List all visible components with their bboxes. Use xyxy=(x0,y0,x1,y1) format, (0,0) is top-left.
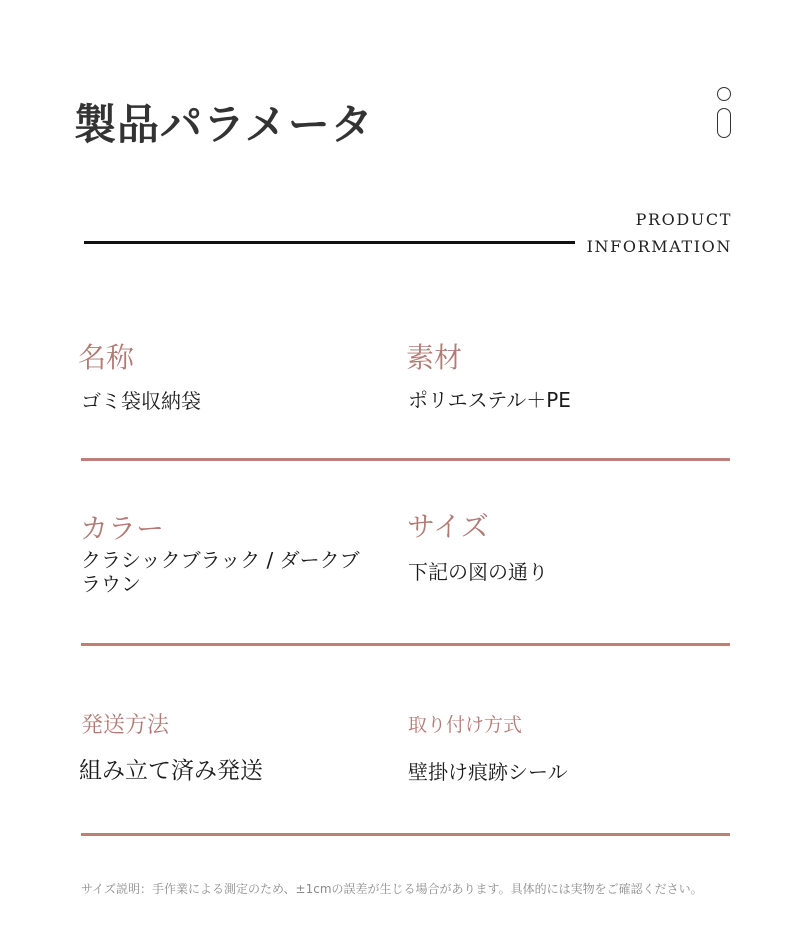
spec-value-material: ポリエステル＋PE xyxy=(408,388,571,412)
spec-value-color-line2: ラウン xyxy=(81,572,141,596)
spec-label-size: サイズ xyxy=(407,510,489,543)
page-title: 製品パラメータ xyxy=(74,100,374,149)
spec-value-color-line1: クラシックブラック / ダークブ xyxy=(81,548,360,572)
info-icon-dot xyxy=(717,87,731,101)
size-footnote: サイズ説明：手作業による測定のため、±1cmの誤差が生じる場合があります。具体的には実物をご確認ください。 xyxy=(81,882,703,896)
spec-label-color: カラー xyxy=(80,512,165,545)
divider xyxy=(81,458,730,461)
spec-label-material: 素材 xyxy=(406,341,463,374)
info-icon-bar xyxy=(717,108,731,138)
english-subtitle xyxy=(587,206,732,260)
divider xyxy=(81,643,730,646)
spec-value-name: ゴミ袋収納袋 xyxy=(81,389,201,413)
divider xyxy=(81,833,730,836)
spec-value-shipping: 組み立て済み発送 xyxy=(79,758,263,784)
spec-label-shipping: 発送方法 xyxy=(81,713,170,738)
english-subtitle-line1: PRODUCT xyxy=(635,210,732,229)
spec-value-mounting: 壁掛け痕跡シール xyxy=(408,760,568,784)
english-subtitle-line2: INFORMATION xyxy=(586,237,732,256)
spec-label-name: 名称 xyxy=(78,341,135,374)
spec-value-size: 下記の図の通り xyxy=(408,560,548,584)
spec-label-mounting: 取り付け方式 xyxy=(408,714,523,736)
header-rule xyxy=(84,241,575,244)
info-icon xyxy=(712,86,736,142)
spec-value-color xyxy=(81,548,360,596)
